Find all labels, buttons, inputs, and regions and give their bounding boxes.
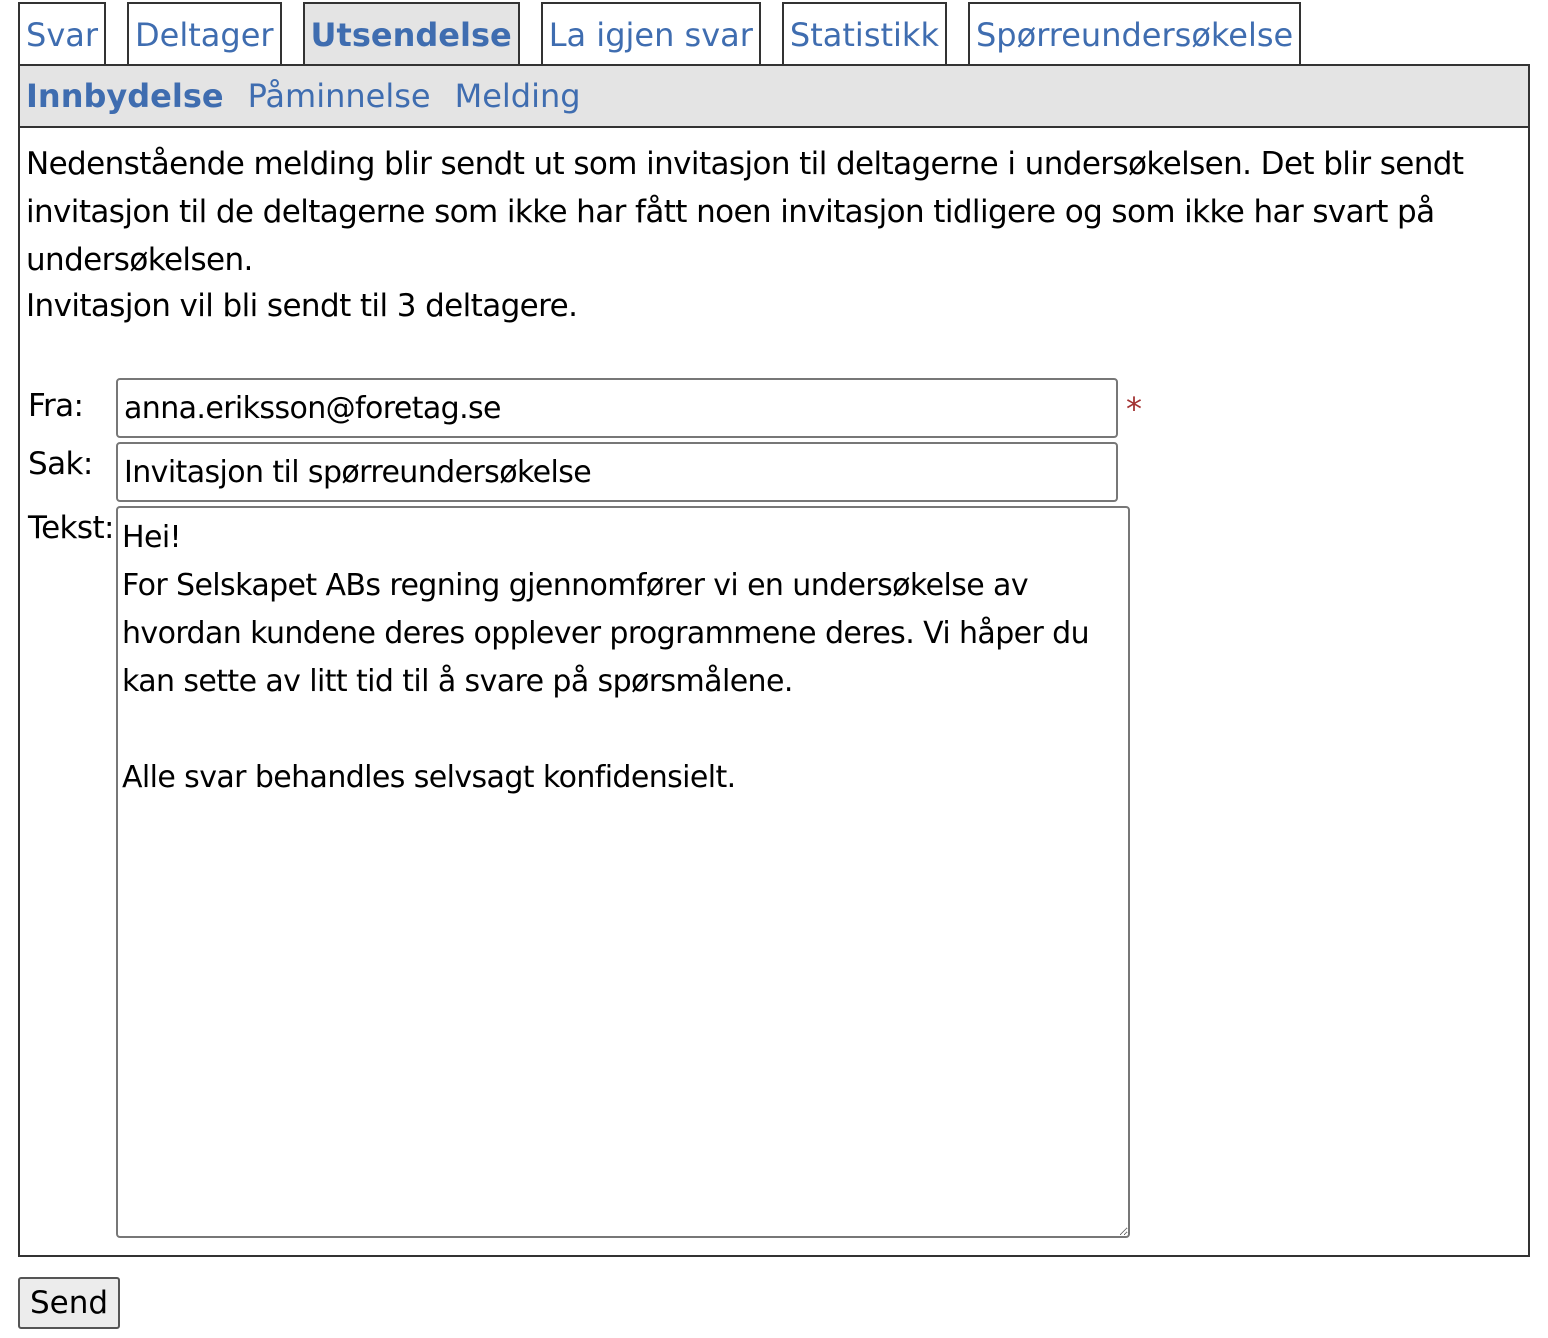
recipient-count-text: Invitasjon vil bli sendt til 3 deltagere. [26,288,578,324]
dispatch-panel [18,64,1530,1257]
send-button[interactable]: Send [18,1277,120,1329]
subject-label: Sak: [28,446,93,482]
tab-deltager[interactable]: Deltager [127,2,282,66]
tab-utsendelse[interactable]: Utsendelse [303,2,520,66]
tab-svar[interactable]: Svar [18,2,106,66]
subnav-paminnelse[interactable]: Påminnelse [247,77,431,115]
required-asterisk: * [1126,390,1142,428]
tab-sporreundersokelse[interactable]: Spørreundersøkelse [968,2,1301,66]
subject-field[interactable] [116,442,1118,502]
from-label: Fra: [28,388,84,424]
tab-statistikk[interactable]: Statistikk [782,2,947,66]
subnav-melding[interactable]: Melding [454,77,581,115]
from-field[interactable] [116,378,1118,438]
tab-bar [18,2,1322,66]
tab-la-igjen-svar[interactable]: La igjen svar [541,2,761,66]
subnav-innbydelse[interactable]: Innbydelse [26,77,224,115]
sub-navigation [20,66,1528,128]
message-textarea[interactable] [116,506,1130,1238]
intro-text: Nedenstående melding blir sendt ut som invitasjon til deltagerne i undersøkelsen. Det blir sendt invitasjon til de deltagerne som ikke har fått noen invitasjon tidligere og som ikke har svart på undersøkelsen. [26,146,1464,278]
text-label: Tekst: [28,510,114,546]
